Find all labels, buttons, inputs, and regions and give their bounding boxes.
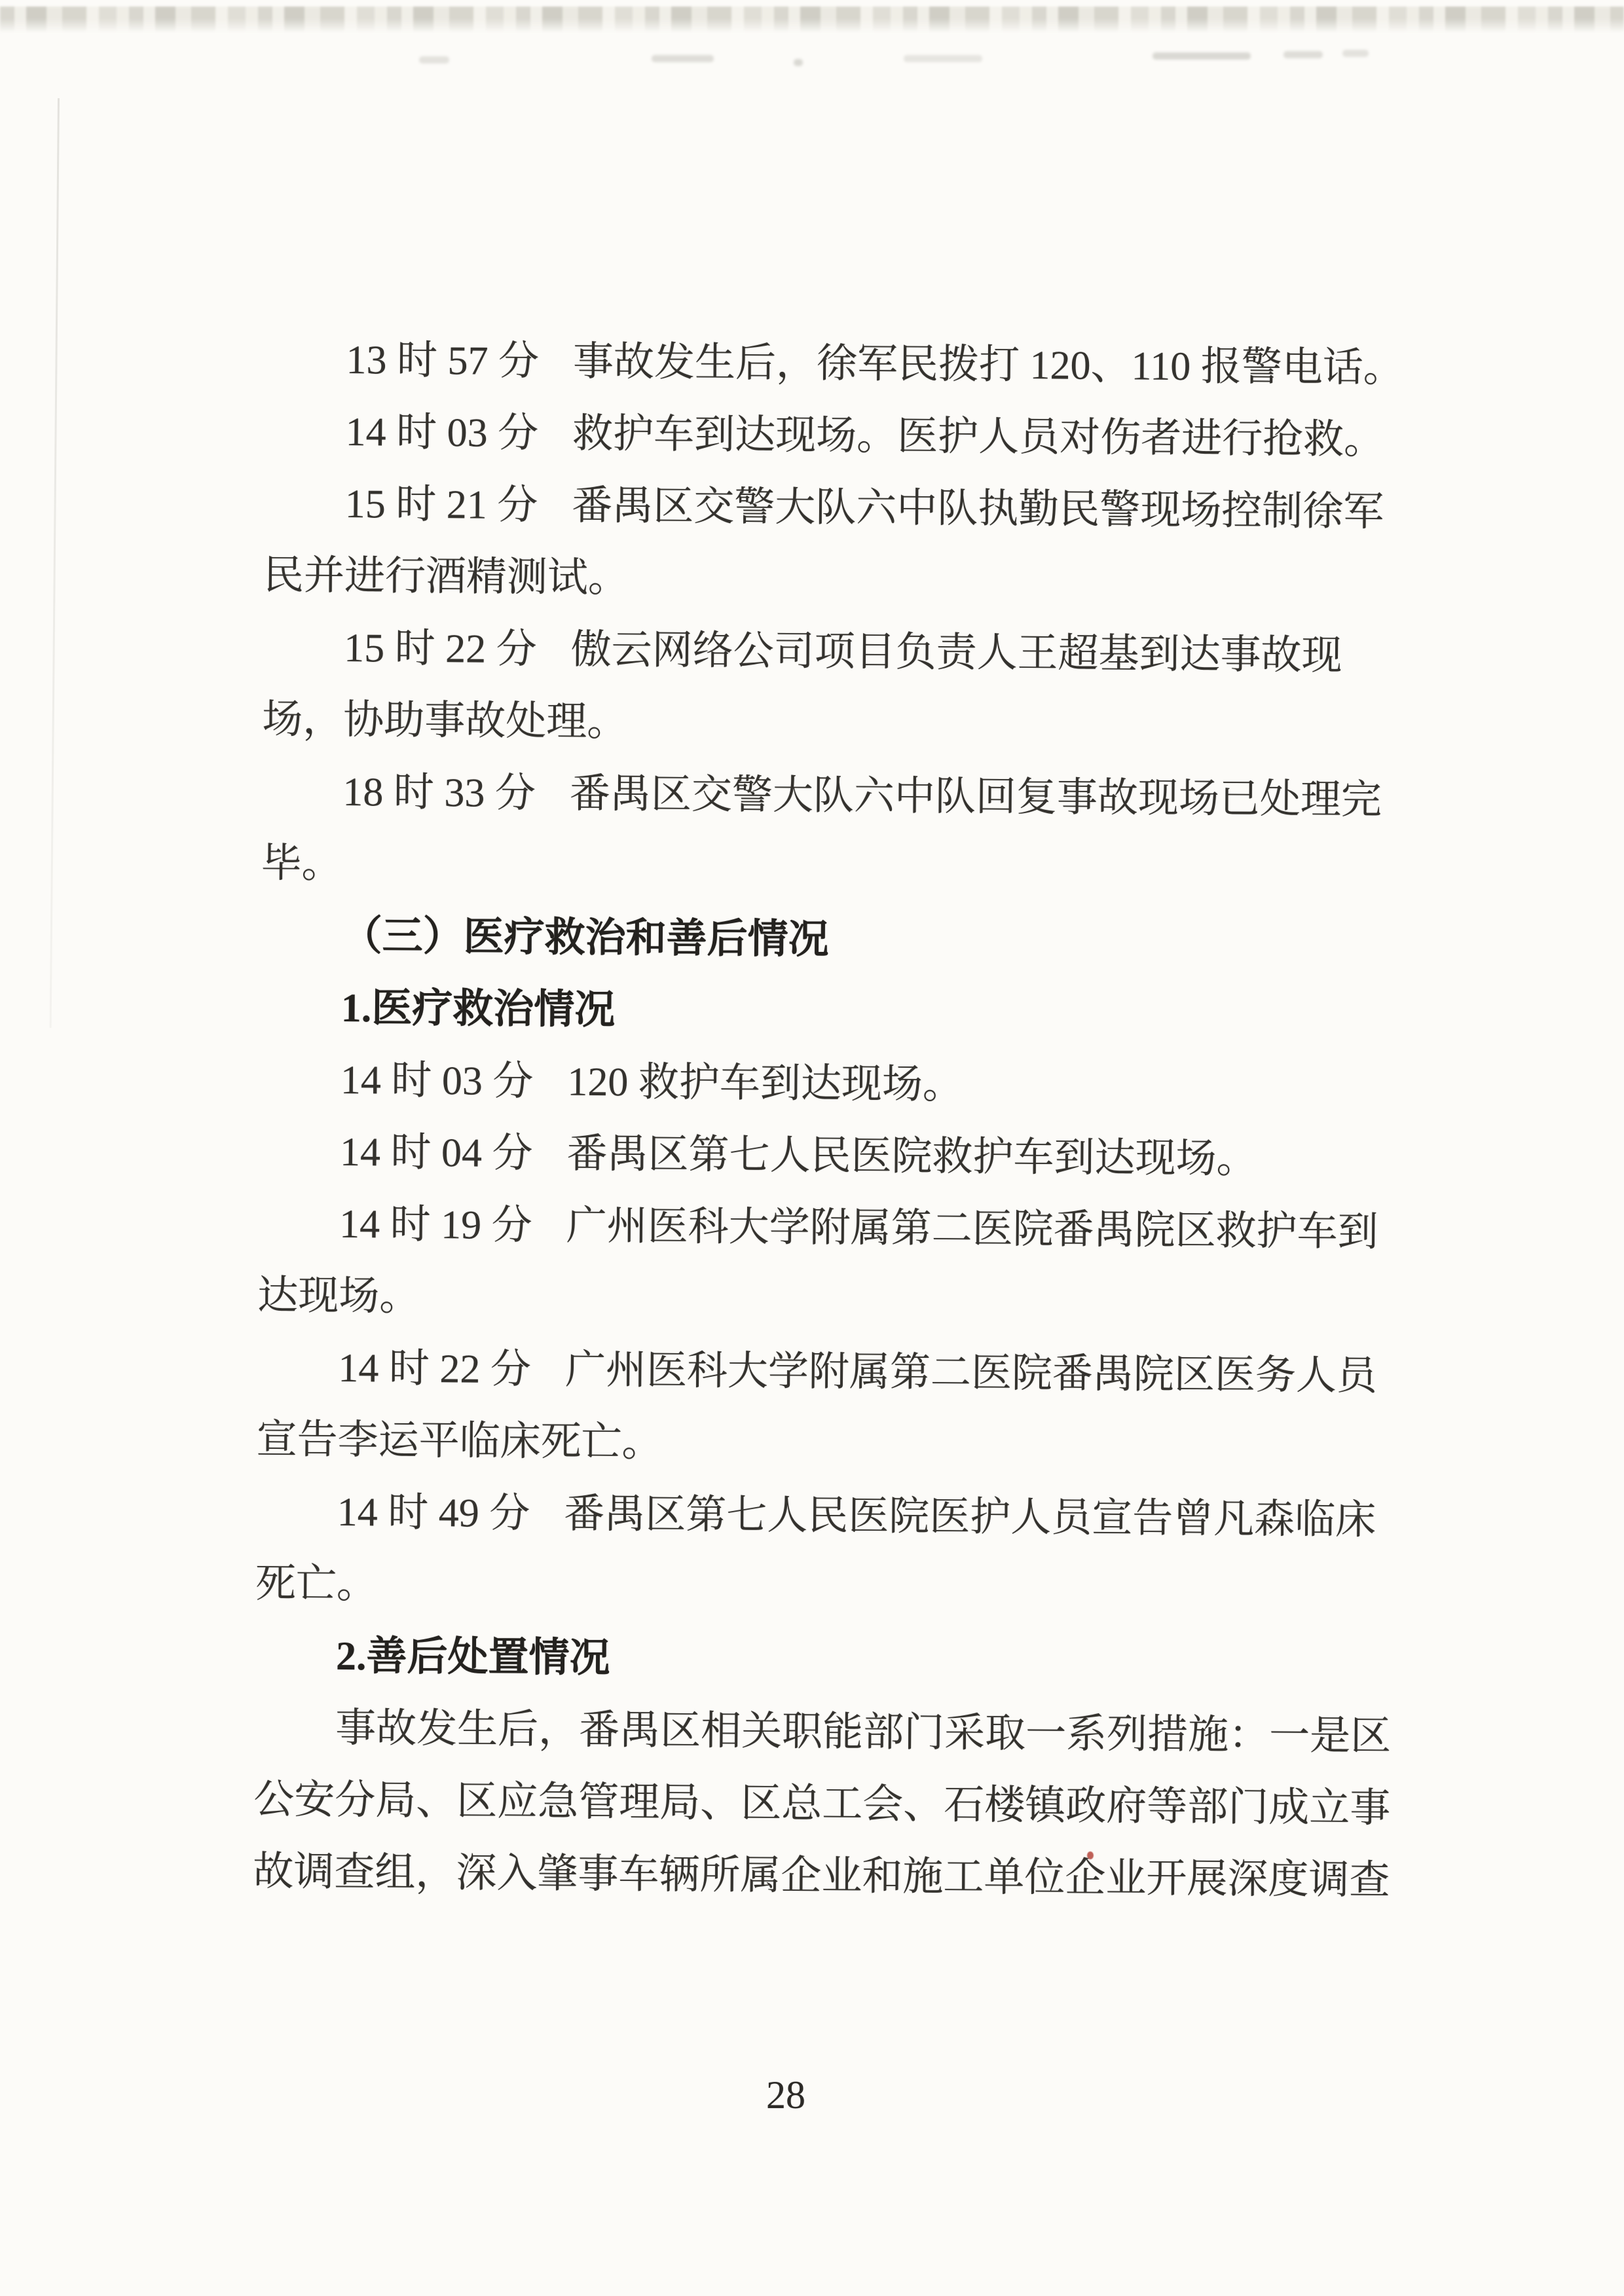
time-label: 14 时 19 分	[339, 1201, 532, 1248]
timeline-entry	[263, 467, 1416, 549]
continuation-line	[255, 1548, 1408, 1629]
time-label: 15 时 21 分	[344, 481, 538, 528]
continuation-line	[262, 683, 1415, 765]
entry-text: 死亡。	[255, 1561, 378, 1607]
entry-text: 毕。	[261, 841, 342, 886]
entry-text: 广州医科大学附属第二医院番禺院区医务人员	[564, 1347, 1378, 1399]
entry-text: 120 救护车到达现场。	[567, 1059, 964, 1108]
entry-text: 民并进行酒精测试。	[263, 553, 629, 601]
entry-text: 广州医科大学附属第二医院番禺院区救护车到	[566, 1203, 1378, 1255]
scan-artifact-smudge	[904, 55, 982, 62]
time-label: 14 时 22 分	[338, 1345, 532, 1393]
timeline-entry	[264, 395, 1417, 477]
entry-text: 故调查组，深入肇事车辆所属企业和施工单位企业开展深度调查	[253, 1849, 1390, 1903]
document-body	[253, 323, 1418, 1917]
continuation-line	[256, 1404, 1409, 1485]
entry-text: 事故发生后，徐军民拨打 120、110 报警电话。	[572, 339, 1405, 391]
scan-artifact-smudge	[1283, 51, 1323, 58]
entry-text: 公安分局、区应急管理局、区总工会、石楼镇政府等部门成立事	[253, 1777, 1391, 1831]
timeline-entry	[259, 1116, 1412, 1197]
continuation-line	[253, 1836, 1406, 1917]
scan-artifact-smudge	[794, 59, 803, 66]
time-label: 14 时 03 分	[345, 409, 539, 456]
entry-text: 番禺区第七人民医院救护车到达现场。	[566, 1131, 1257, 1182]
scan-artifact-vertical-streak	[50, 98, 60, 1028]
entry-text: 番禺区第七人民医院医护人员宣告曾凡森临床	[563, 1491, 1376, 1543]
time-label: 14 时 03 分	[340, 1057, 534, 1104]
scan-artifact-smudge	[652, 55, 714, 62]
continuation-line	[263, 539, 1416, 621]
time-label: 18 时 33 分	[342, 769, 536, 816]
scan-artifact-smudge	[1342, 50, 1369, 57]
subsection-heading: 2.善后处置情况	[335, 1633, 610, 1681]
paragraph-line	[254, 1692, 1407, 1773]
subsection-heading: 1.医疗救治情况	[341, 985, 616, 1033]
entry-text: 番禺区交警大队六中队执勤民警现场控制徐军	[572, 483, 1384, 535]
entry-text: 番禺区交警大队六中队回复事故现场已处理完	[569, 771, 1382, 823]
entry-text: 场，协助事故处理。	[261, 697, 628, 745]
entry-text: 宣告李运平临床死亡。	[256, 1417, 663, 1465]
section-heading: （三）医疗救治和善后情况	[341, 913, 829, 962]
continuation-line	[253, 1764, 1407, 1845]
entry-text: 傲云网络公司项目负责人王超基到达事故现	[570, 627, 1342, 678]
entry-text: 达现场。	[257, 1273, 420, 1319]
timeline-entry	[258, 1188, 1411, 1269]
timeline-entry	[265, 323, 1418, 405]
timeline-entry	[255, 1476, 1409, 1557]
entry-text: 事故发生后，番禺区相关职能部门采取一系列措施：一是区	[335, 1705, 1392, 1759]
timeline-entry	[263, 611, 1416, 693]
time-label: 14 时 49 分	[337, 1489, 530, 1537]
continuation-line	[261, 828, 1414, 909]
scan-artifact-smudge	[1153, 52, 1251, 60]
page-number: 28	[766, 2073, 805, 2117]
scan-artifact-smudge	[419, 56, 449, 64]
time-label: 13 时 57 分	[346, 337, 540, 384]
entry-text: 救护车到达现场。医护人员对伤者进行抢救。	[572, 411, 1385, 463]
scan-artifact-top-band	[0, 7, 1624, 33]
continuation-line	[257, 1260, 1411, 1341]
time-label: 15 时 22 分	[343, 625, 537, 672]
timeline-entry	[259, 1044, 1412, 1125]
timeline-entry	[261, 756, 1414, 837]
timeline-entry	[257, 1332, 1410, 1413]
time-label: 14 时 04 分	[339, 1129, 533, 1176]
